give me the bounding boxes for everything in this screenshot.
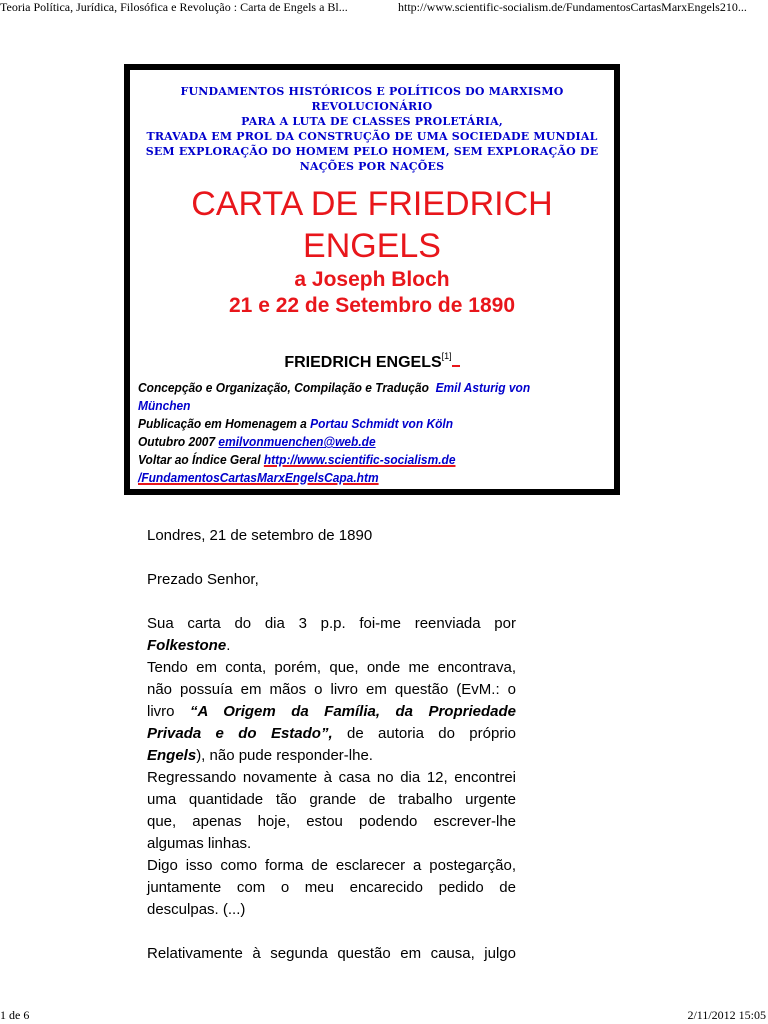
text-line: Sua carta do dia 3 p.p. foi-me reenviada por	[147, 615, 516, 632]
series-line: SEM EXPLORAÇÃO DO HOMEM PELO HOMEM, SEM EXPLORAÇÃO DE	[145, 145, 599, 158]
text-line: Digo isso como forma de esclarecer a postegarção,	[147, 857, 516, 874]
print-header-url: http://www.scientific-socialism.de/FundamentosCartasMarxEngels210...	[398, 0, 747, 14]
credits-label: Voltar ao Índice Geral	[138, 452, 261, 467]
salutation: Prezado Senhor,	[147, 571, 259, 588]
emphasis-book-title: “A Origem da Família, da Propriedade	[189, 703, 516, 720]
footnote-underline	[452, 355, 460, 367]
paragraph	[147, 943, 516, 965]
series-line: PARA A LUTA DE CLASSES PROLETÁRIA,	[241, 115, 503, 128]
credits-label: Publicação em Homenagem a	[138, 416, 307, 431]
text-line: livro “A Origem da Família, da Propriedade	[147, 703, 516, 720]
paragraph	[147, 855, 516, 921]
text-line: Regressando novamente à casa no dia 12, encontrei	[147, 769, 516, 786]
document-subtitle-recipient: a Joseph Bloch	[294, 268, 450, 291]
text-line: Relativamente à segunda questão em causa, julgo	[147, 945, 516, 962]
text-line: Engels), não pude responder-lhe.	[147, 747, 373, 764]
text-line: Folkestone.	[147, 637, 231, 654]
text-line: que, apenas hoje, estou podendo escrever-lhe	[147, 813, 516, 830]
emphasis-engels: Engels	[147, 747, 197, 764]
paragraph	[147, 613, 516, 657]
text-line: juntamente com o meu encarecido pedido de	[147, 879, 516, 896]
text-line: Tendo em conta, porém, que, onde me encontrava,	[147, 659, 516, 676]
translator-name-cont: München	[138, 398, 191, 413]
text-line: algumas linhas.	[147, 835, 252, 852]
credits-line	[138, 433, 570, 451]
document-subtitle-date: 21 e 22 de Setembro de 1890	[229, 294, 515, 317]
text-line: uma quantidade tão grande de trabalho urgente	[147, 791, 516, 808]
credits-line	[138, 451, 570, 469]
author-line	[130, 346, 614, 373]
credits-line	[138, 415, 570, 433]
letter-body	[147, 525, 516, 965]
print-header-title: Teoria Política, Jurídica, Filosófica e Revolução : Carta de Engels a Bl...	[0, 0, 348, 14]
place-date: Londres, 21 de setembro de 1890	[147, 527, 373, 544]
footnote-ref-link[interactable]: [1]	[441, 351, 452, 361]
document-title-line1: CARTA DE FRIEDRICH	[191, 185, 553, 223]
credits-line	[138, 397, 570, 415]
email-link[interactable]: emilvonmuenchen@web.de	[218, 434, 376, 449]
credits-line	[138, 379, 570, 397]
text-line: Privada e do Estado”, de autoria do próprio	[147, 725, 517, 742]
print-datetime: 2/11/2012 15:05	[687, 1008, 766, 1022]
credits-line	[138, 469, 570, 487]
title-box	[124, 64, 620, 495]
emphasis-folkestone: Folkestone	[147, 637, 227, 654]
index-link-cont[interactable]: /FundamentosCartasMarxEngelsCapa.htm	[138, 470, 379, 485]
series-line: REVOLUCIONÁRIO	[311, 100, 433, 113]
emphasis-book-title-cont: Privada e do Estado”,	[147, 725, 333, 742]
credits-label: Concepção e Organização, Compilação e Tradução	[138, 380, 429, 395]
author-name: FRIEDRICH ENGELS	[284, 354, 442, 371]
text-line: desculpas. (...)	[147, 901, 246, 918]
series-line: FUNDAMENTOS HISTÓRICOS E POLÍTICOS DO MARXISMO	[180, 85, 564, 98]
index-link[interactable]: http://www.scientific-socialism.de	[263, 452, 456, 467]
paragraph	[147, 767, 516, 855]
dedicatee-name: Portau Schmidt von Köln	[310, 416, 454, 431]
text-line: não possuía em mãos o livro em questão (EvM.: o	[147, 681, 516, 698]
paragraph	[147, 657, 516, 767]
credits-label: Outubro 2007	[138, 434, 216, 449]
document-title-line2: ENGELS	[303, 227, 441, 265]
page-counter: 1 de 6	[0, 1008, 30, 1022]
credits-block	[138, 379, 570, 487]
series-line: NAÇÕES POR NAÇÕES	[299, 160, 445, 173]
series-line: TRAVADA EM PROL DA CONSTRUÇÃO DE UMA SOCIEDADE MUNDIAL	[146, 130, 598, 143]
translator-name: Emil Asturig von	[435, 380, 531, 395]
